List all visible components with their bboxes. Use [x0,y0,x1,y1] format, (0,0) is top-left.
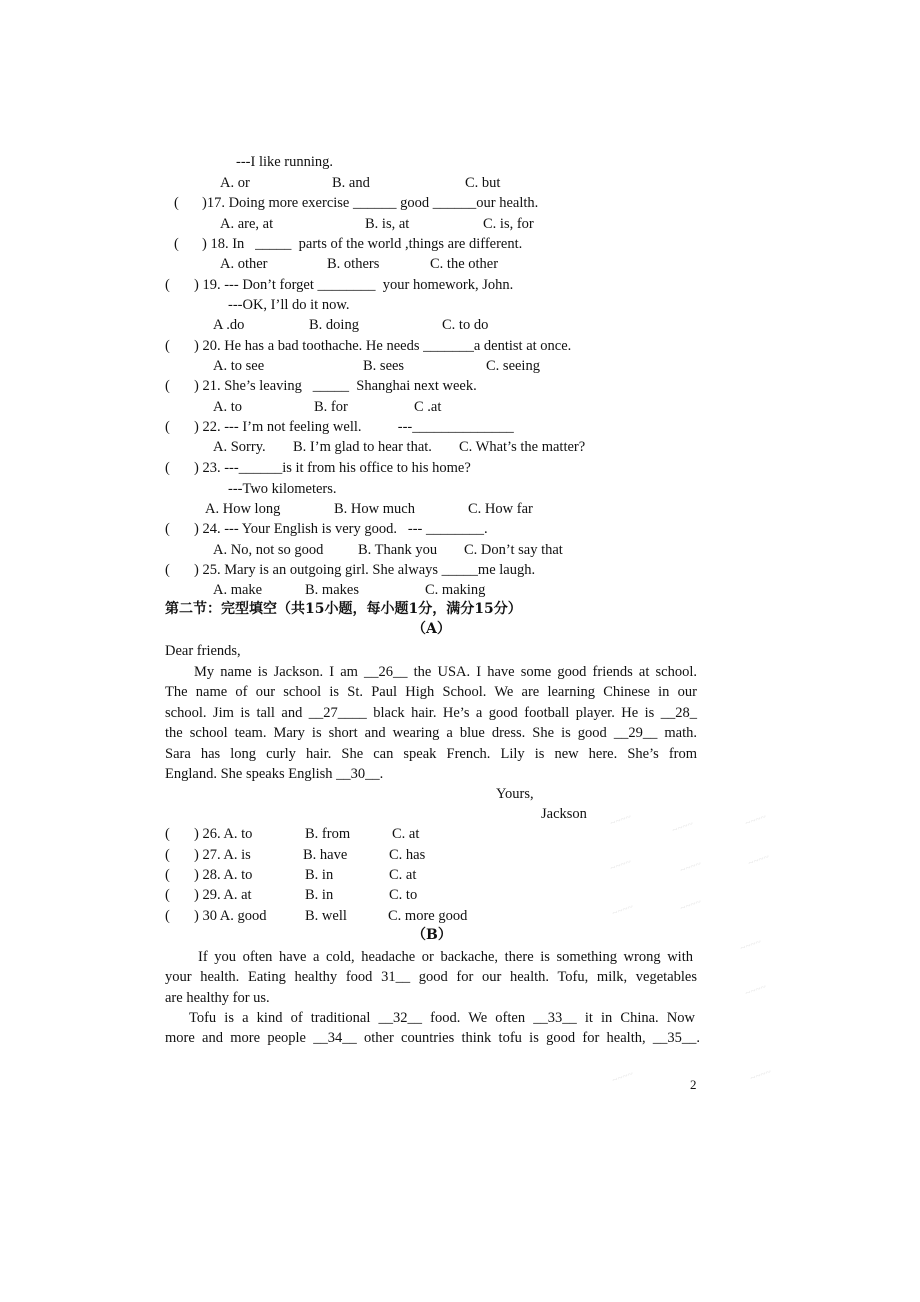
q26-paren: ( [165,826,170,842]
q22-stem: ) 22. --- I’m not feeling well. ---______________ [194,419,514,435]
q21-option-c[interactable]: C .at [414,399,442,415]
q18-stem: ) 18. In _____ parts of the world ,things are different. [202,236,523,252]
q19-answer: ---OK, I’ll do it now. [228,297,350,313]
q29-option-b[interactable]: B. in [305,887,334,903]
q28-option-c[interactable]: C. at [389,867,417,883]
q26-stem[interactable]: ) 26. A. to [194,826,253,842]
q20-stem: ) 20. He has a bad toothache. He needs _______a dentist at once. [194,338,572,354]
q28-stem[interactable]: ) 28. A. to [194,867,253,883]
q17-stem: )17. Doing more exercise ______ good ______our health. [202,195,539,211]
section2-title: 第二节：完型填空（共15小题，每小题1分，满分15分） [165,601,522,617]
q23-option-c[interactable]: C. How far [468,501,533,517]
q25-paren: ( [165,562,170,578]
q27-option-c[interactable]: C. has [389,847,426,863]
q18-option-b[interactable]: B. others [327,256,380,272]
q25-option-c[interactable]: C. making [425,582,486,598]
q23-option-b[interactable]: B. How much [334,501,415,517]
q26-option-c[interactable]: C. at [392,826,420,842]
q25-option-b[interactable]: B. makes [305,582,359,598]
part-a-line-6: England. She speaks English __30__. [165,766,384,782]
q16-option-c[interactable]: C. but [465,175,501,191]
q24-option-c[interactable]: C. Don’t say that [464,542,563,558]
q26-option-b[interactable]: B. from [305,826,351,842]
q24-stem: ) 24. --- Your English is very good. --- ________. [194,521,488,537]
q21-option-b[interactable]: B. for [314,399,348,415]
q16-option-a[interactable]: A. or [220,175,250,191]
q29-stem[interactable]: ) 29. A. at [194,887,252,903]
q22-option-c[interactable]: C. What’s the matter? [459,439,586,455]
q24-option-b[interactable]: B. Thank you [358,542,438,558]
part-a-salutation: Dear friends, [165,643,241,659]
q27-option-b[interactable]: B. have [303,847,348,863]
q19-paren: ( [165,277,170,293]
part-b-label: （B） [412,927,452,943]
q20-option-b[interactable]: B. sees [363,358,405,374]
q30-stem[interactable]: ) 30 A. good [194,908,267,924]
q22-option-b[interactable]: B. I’m glad to hear that. [293,439,432,455]
q28-option-b[interactable]: B. in [305,867,334,883]
q27-paren: ( [165,847,170,863]
part-b-line-4: Tofu is a kind of traditional __32__ food. We often __33__ it in China. Now [189,1010,695,1026]
q20-option-c[interactable]: C. seeing [486,358,540,374]
part-a-line-1: My name is Jackson. I am __26__ the USA. I have some good friends at school. [194,664,697,680]
part-a-closing: Yours, [496,786,534,802]
part-a-line-4: the school team. Mary is short and wearing a blue dress. She is good __29__ math. [165,725,697,741]
q24-paren: ( [165,521,170,537]
q17-option-b[interactable]: B. is, at [365,216,410,232]
q17-paren: ( [174,195,197,211]
part-b-line-2: your health. Eating healthy food 31__ good for our health. Tofu, milk, vegetables [165,969,697,985]
q16-answer: ---I like running. [236,154,334,170]
part-a-line-2: The name of our school is St. Paul High School. We are learning Chinese in our [165,684,697,700]
part-a-label: （A） [412,621,451,637]
q30-paren: ( [165,908,170,924]
q21-option-a[interactable]: A. to [213,399,242,415]
part-a-signature: Jackson [541,806,587,822]
q18-option-c[interactable]: C. the other [430,256,499,272]
q30-option-b[interactable]: B. well [305,908,347,924]
q21-stem: ) 21. She’s leaving _____ Shanghai next week. [194,378,477,394]
q19-option-c[interactable]: C. to do [442,317,489,333]
q23-paren: ( [165,460,170,476]
q23-option-a[interactable]: A. How long [205,501,281,517]
q22-option-a[interactable]: A. Sorry. [213,439,266,455]
q19-option-b[interactable]: B. doing [309,317,359,333]
part-b-line-3: are healthy for us. [165,990,270,1006]
page-number: 2 [690,1077,697,1092]
q25-stem: ) 25. Mary is an outgoing girl. She always _____me laugh. [194,562,536,578]
q23-answer: ---Two kilometers. [228,481,337,497]
q18-option-a[interactable]: A. other [220,256,268,272]
q28-paren: ( [165,867,170,883]
q17-option-a[interactable]: A. are, at [220,216,274,232]
q27-stem[interactable]: ) 27. A. is [194,847,251,863]
q23-stem: ) 23. ---______is it from his office to his home? [194,460,471,476]
q20-paren: ( [165,338,170,354]
q25-option-a[interactable]: A. make [213,582,263,598]
q29-option-c[interactable]: C. to [389,887,418,903]
q19-stem: ) 19. --- Don’t forget ________ your homework, John. [194,277,514,293]
q21-paren: ( [165,378,170,394]
part-a-line-5: Sara has long curly hair. She can speak French. Lily is new here. She’s from [165,746,697,762]
q16-option-b[interactable]: B. and [332,175,370,191]
part-a-line-3: school. Jim is tall and __27____ black hair. He’s a good football player. He is __28_ [165,705,697,721]
q17-option-c[interactable]: C. is, for [483,216,534,232]
q22-paren: ( [165,419,170,435]
q20-option-a[interactable]: A. to see [213,358,265,374]
q24-option-a[interactable]: A. No, not so good [213,542,324,558]
q19-option-a[interactable]: A .do [213,317,245,333]
part-b-line-1: If you often have a cold, headache or backache, there is something wrong with [198,949,693,965]
part-b-line-5: more and more people __34__ other countries think tofu is good for health, __35__. [165,1030,700,1046]
q29-paren: ( [165,887,170,903]
q30-option-c[interactable]: C. more good [388,908,468,924]
q18-paren: ( [174,236,179,252]
